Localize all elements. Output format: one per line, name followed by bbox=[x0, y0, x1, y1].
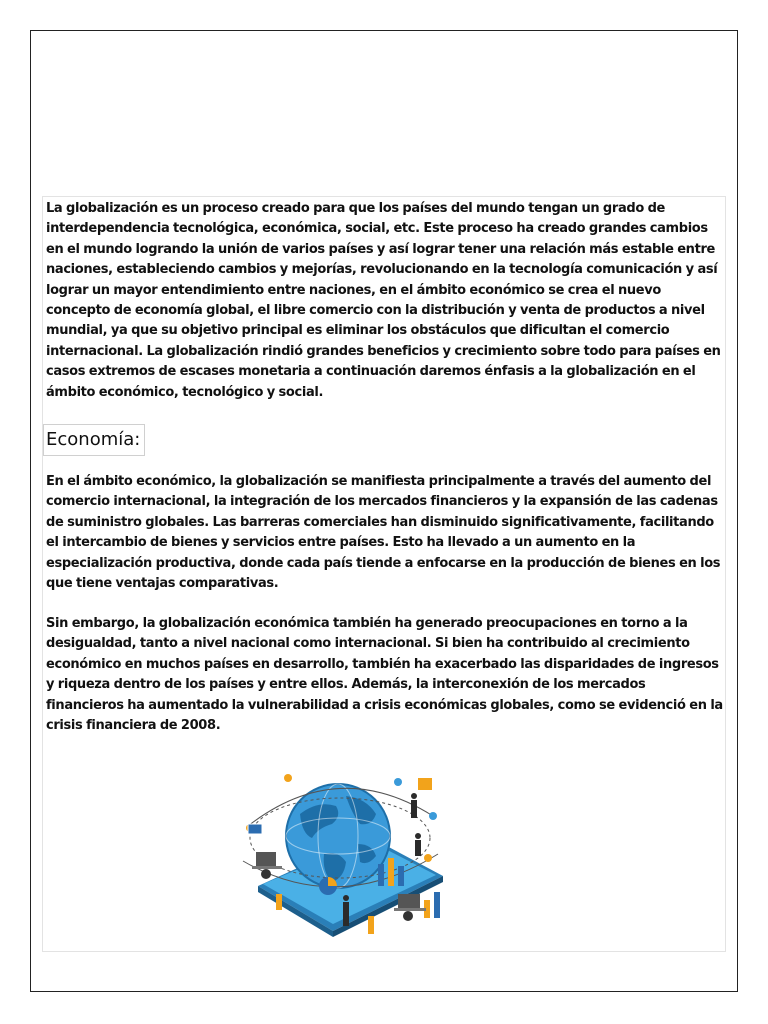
intro-paragraph: La globalización es un proceso creado para que los países del mundo tengan un grado de interdependencia tecnológica, económica, social, etc. Este proceso ha creado grandes cambios en el mundo logrando la unión de varios países y así lograr tener una relación más estable entre naciones, estableciendo cambios y mejorías, revolucionando en la tecnología comunicación y así lograr un mayor entendimiento entre naciones, en el ámbito económico se crea el nuevo concepto de economía global, el libre comercio con la distribución y venta de productos a nivel mundial, ya que su objetivo principal es eliminar los obstáculos que dificultan el comercio internacional. La globalización rindió grandes beneficios y crecimiento sobre todo para países en casos extremos de escases monetaria a continuación daremos énfasis a la globalización en el ámbito económico, tecnológico y social. bbox=[46, 201, 721, 400]
section-heading: Economía: bbox=[43, 424, 145, 456]
globe-network-illustration bbox=[228, 766, 460, 950]
economy-paragraph-2: Sin embargo, la globalización económica también ha generado preocupaciones en torno a la desigualdad, tanto a nivel nacional como internacional. Si bien ha contribuido al crecimiento económico en muchos países en desarrollo, también ha exacerbado las disparidades de ingresos y riqueza dentro de los países y entre ellos. Además, la interconexión de los mercados financieros ha aumentado la vulnerabilidad a crisis económicas globales, como se evidenció en la crisis financiera de 2008. bbox=[46, 616, 723, 734]
desk-workstation-right bbox=[394, 894, 426, 921]
chart-icon bbox=[418, 778, 432, 790]
pie-icon bbox=[319, 877, 337, 895]
globe-icon bbox=[286, 784, 390, 888]
desk-workstation-left bbox=[252, 852, 282, 879]
economy-paragraph-1: En el ámbito económico, la globalización se manifiesta principalmente a través del aumento del comercio internacional, la integración de los mercados financieros y la expansión de las cadenas de suministro globales. Las barreras comerciales han disminuido significativamente, facilitando el intercambio de bienes y servicios entre países. Esto ha llevado a un aumento en la especialización productiva, donde cada país tiende a enfocarse en la producción de bienes en los que tiene ventajas comparativas. bbox=[46, 474, 721, 592]
email-icon bbox=[248, 824, 262, 834]
